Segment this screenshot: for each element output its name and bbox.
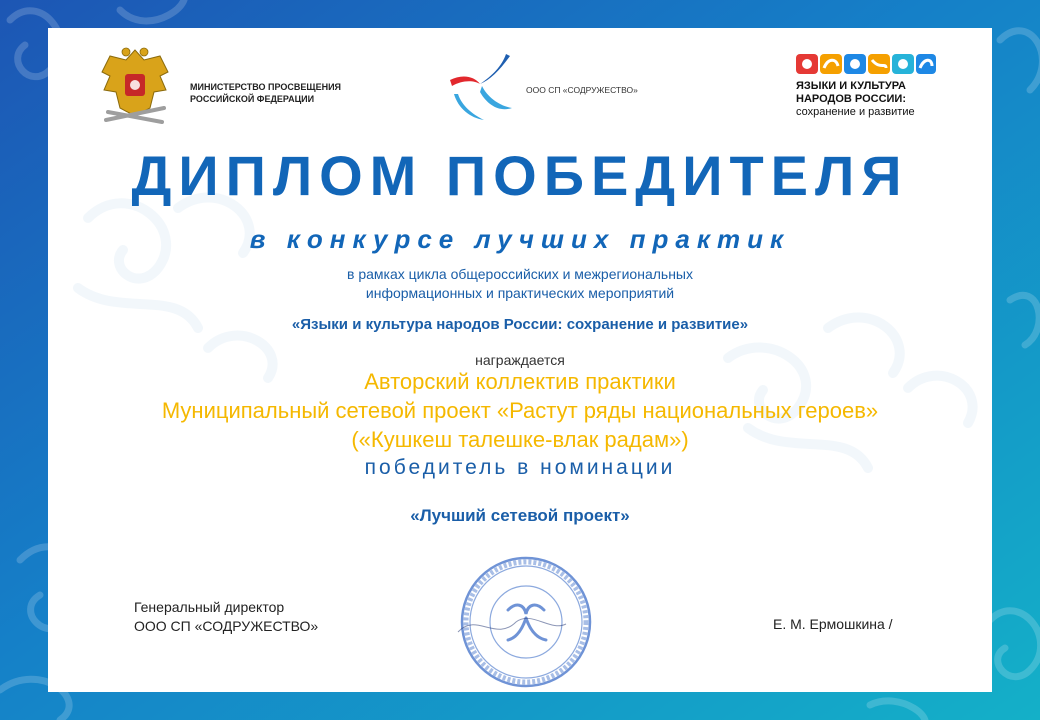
ministry-line-1: МИНИСТЕРСТВО ПРОСВЕЩЕНИЯ — [190, 82, 342, 92]
brand-line-2: НАРОДОВ РОССИИ: — [796, 93, 906, 105]
position-line-1: Генеральный директор — [134, 599, 285, 615]
brand-line-3: сохранение и развитие — [796, 106, 915, 118]
recipient-line-3: («Кушкеш талешке-влак радам») — [351, 427, 689, 452]
round-seal-stamp — [456, 552, 596, 692]
project-name: «Языки и культура народов России: сохранение и развитие» — [291, 316, 749, 333]
brand-line-1: ЯЗЫКИ И КУЛЬТУРА — [796, 80, 907, 92]
colorful-ornament-icon — [796, 52, 936, 76]
description-line-2: информационных и практических мероприятий — [365, 285, 675, 301]
double-headed-eagle-emblem — [96, 42, 174, 128]
program-brand — [796, 52, 986, 119]
recipient-line-1: Авторский коллектив практики — [364, 369, 676, 394]
diploma-subtitle: в конкурсе лучших практик — [249, 224, 791, 254]
ministry-name — [190, 81, 342, 105]
position-line-2: ООО СП «СОДРУЖЕСТВО» — [134, 618, 319, 634]
winner-label: победитель в номинации — [364, 456, 676, 479]
organizer-name: ООО СП «СОДРУЖЕСТВО» — [526, 85, 638, 95]
director-position — [134, 598, 318, 636]
signer-name: Е. М. Ермошкина / — [773, 616, 893, 632]
diploma-title: ДИПЛОМ ПОБЕДИТЕЛЯ — [131, 144, 909, 207]
diploma-sheet — [48, 28, 992, 692]
nomination-name: «Лучший сетевой проект» — [410, 506, 630, 525]
diploma-description — [48, 265, 992, 303]
awarded-label: награждается — [475, 352, 565, 368]
description-line-1: в рамках цикла общероссийских и межрегиональных — [347, 266, 693, 282]
recipient-line-2: Муниципальный сетевой проект «Растут ряды национальных героев» — [161, 398, 879, 423]
swoosh-star-logo — [444, 50, 518, 124]
ministry-line-2: РОССИЙСКОЙ ФЕДЕРАЦИИ — [190, 94, 315, 104]
